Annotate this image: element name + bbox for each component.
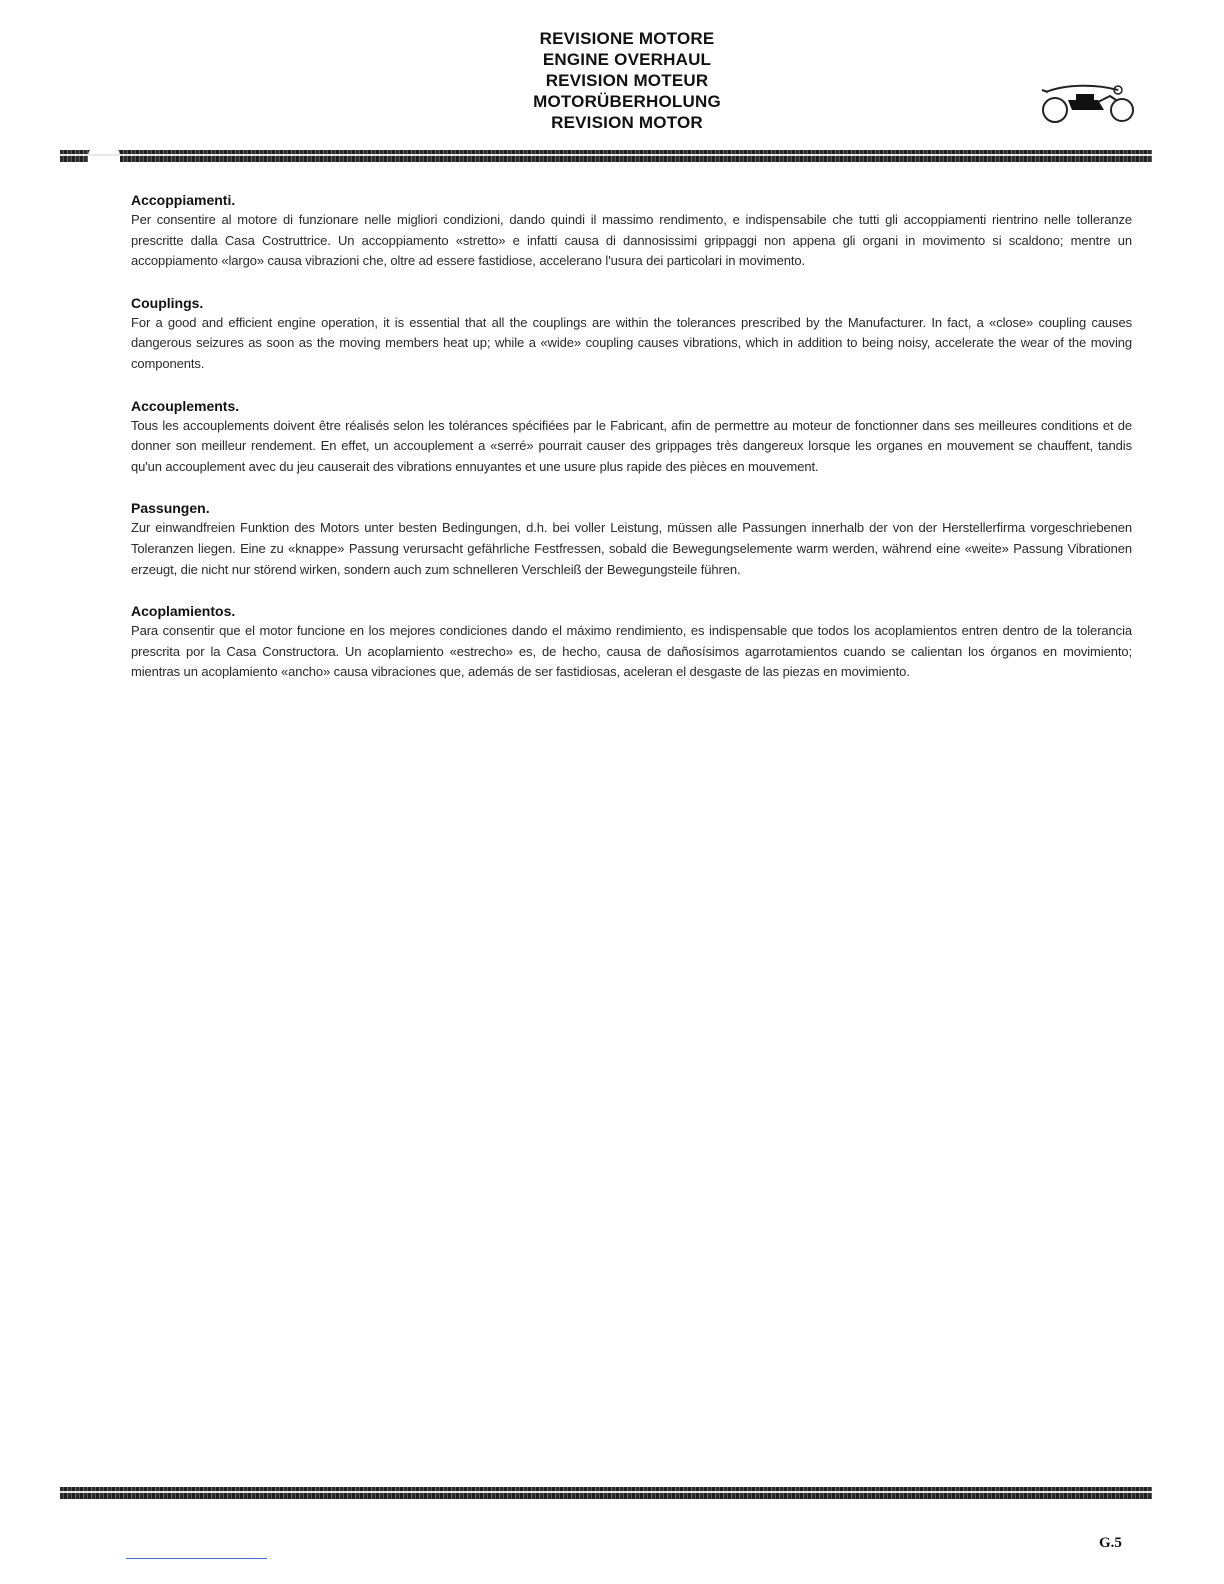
section-heading: Accouplements. [131,397,240,414]
page-number: G.5 [1099,1535,1122,1551]
header-title-fr: REVISION MOTEUR [545,71,709,90]
section-body: For a good and efficient engine operation, it is essential that all the couplings are within the tolerances prescribed by the Manufacturer. In fact, a «close» coupling causes dangerous seizures as soon as the moving members heat up; while a «wide» coupling causes vibrations, which in addition to being noisy, accelerate the wear of the moving components. [131,314,1132,371]
header-title-de: MOTORÜBERHOLUNG [533,92,721,111]
section-body: Zur einwandfreien Funktion des Motors unter besten Bedingungen, d.h. bei voller Leistung, müssen alle Passungen innerhalb der von der Herstellerfirma vorgeschriebenen Toleranzen liegen. Eine zu «knappe» Passung verursacht gefährliche Festfressen, sobald die Bewegungselemente warm werden, während eine «weite» Passung Vibrationen erzeugt, die nicht nur störend wirken, sondern auch zum schnelleren Verschleiß der Bewegungsteile führen. [131,520,1132,577]
section-english [131,293,1132,375]
header-title-en: ENGINE OVERHAUL [542,50,712,69]
section-german [131,498,1132,580]
section-body: Per consentire al motore di funzionare nelle migliori condizioni, dando quindi il massimo rendimento, e indispensabile che tutti gli accoppiamenti rientrino nelle tolleranze prescritte dalla Casa Costruttrice. Un accoppiamento «stretto» e infatti causa di dannosissimi grippaggi non appena gli organi in movimento si scaldono; mentre un accoppiamento «largo» causa vibrazioni che, oltre ad essere fastidiose, accelerano l'usura dei particolari in movimento. [131,212,1132,269]
section-heading: Passungen. [131,500,210,517]
document-body [131,190,1132,704]
section-body: Para consentir que el motor funcione en los mejores condiciones dando el máximo rendimiento, es indispensable que todos los acoplamientos entren dentro de la tolerancia prescrita por la Casa Constructora. Un acoplamiento «estrecho» es, de hecho, causa de dañosísimos agarrotamientos cuando se calientan los órganos en movimiento; mientras un acoplamiento «ancho» causa vibraciones que, además de ser fastidiosas, aceleran el desgaste de las piezas en movimiento. [131,623,1132,680]
header-title-es: REVISION MOTOR [551,113,703,132]
section-heading: Acoplamientos. [131,603,236,620]
section-heading: Accoppiamenti. [131,192,236,208]
footer-rule [60,1487,1152,1499]
motorcycle-icon [1036,80,1136,128]
section-spanish [131,601,1132,683]
footer-link-underline [126,1558,267,1559]
section-italian [131,190,1132,272]
section-body: Tous les accouplements doivent être réalisés selon les tolérances spécifiées par le Fabricant, afin de permettre au moteur de fonctionner dans ses meilleures conditions et de donner son meilleur rendement. En effet, un accouplement a «serré» pourrait causer des grippages très dangereux lorsque les organes en mouvement se chauffent, tandis qu'un accouplement avec du jeu causerait des vibrations ennuyantes et une usure plus rapide des pièces en mouvement. [131,417,1132,474]
header-title-it: REVISIONE MOTORE [539,29,715,48]
section-heading: Couplings. [131,294,204,311]
header-rule [60,150,1152,162]
section-french [131,396,1132,478]
